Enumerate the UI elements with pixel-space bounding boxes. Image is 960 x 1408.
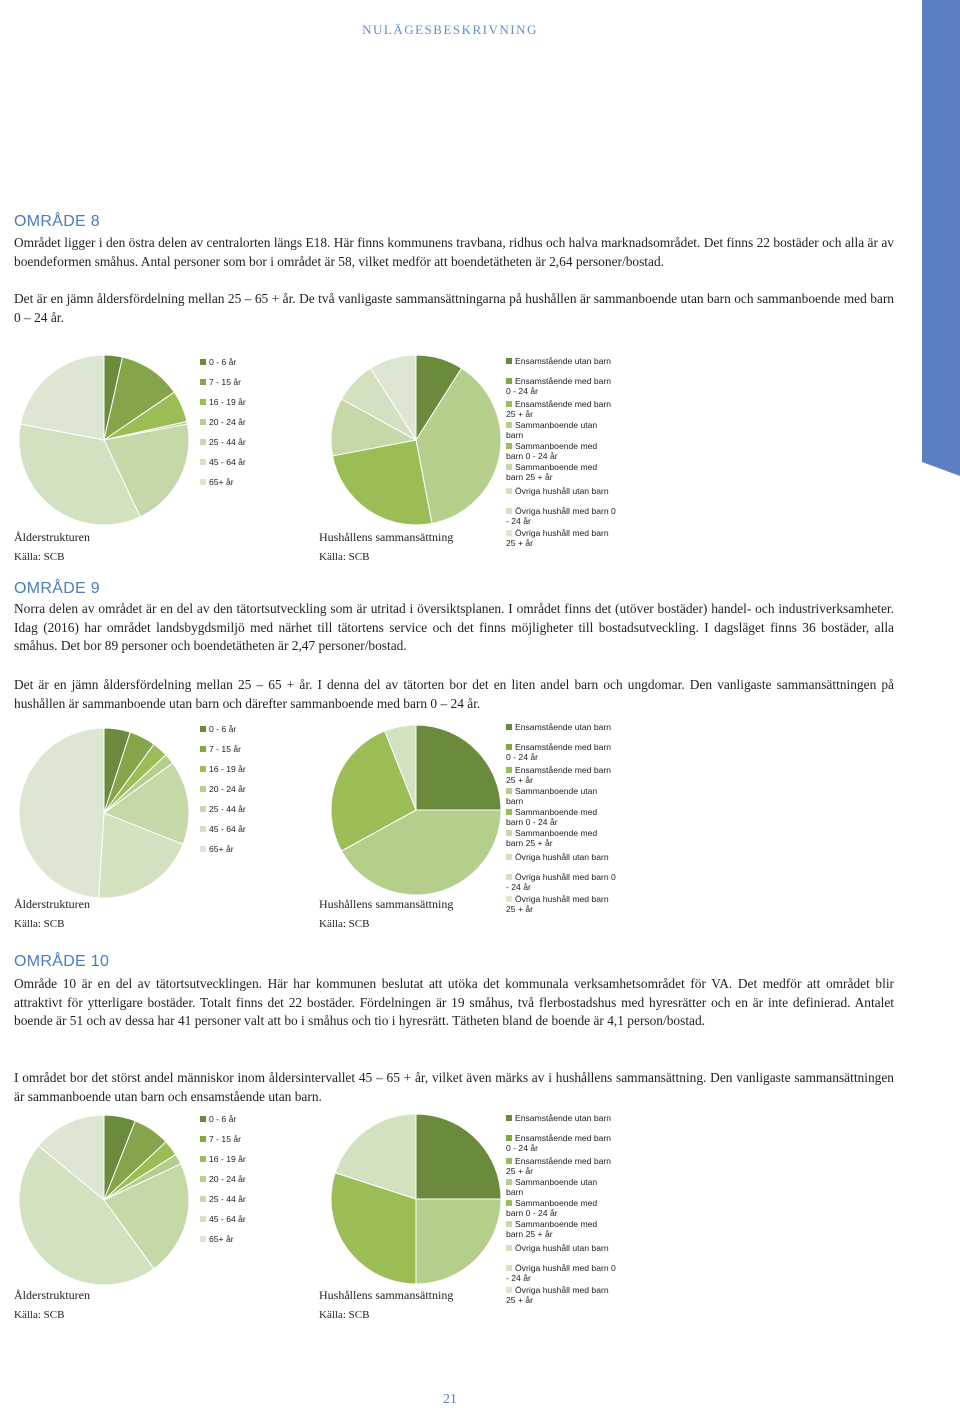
age-pie-chart-10 bbox=[14, 1115, 194, 1285]
household-caption-text: Hushållens sammansättning bbox=[319, 897, 454, 911]
legend-swatch bbox=[506, 744, 512, 750]
legend-label: 45 - 64 år bbox=[209, 1214, 246, 1224]
legend-label: Sammanboende med barn 25 + år bbox=[506, 462, 598, 482]
age-caption-8 bbox=[14, 530, 90, 563]
household-legend-item bbox=[506, 722, 616, 732]
legend-label: 7 - 15 år bbox=[209, 1134, 242, 1144]
section-8-paragraph-2: Det är en jämn åldersfördelning mellan 25 – 65 + år. De två vanligaste sammansättningarna på hushållen är sammanboende utan barn och sammanboende med barn 0 – 24 år. bbox=[14, 291, 894, 325]
age-legend-item bbox=[200, 724, 236, 734]
legend-swatch bbox=[200, 1216, 206, 1222]
legend-label: 65+ år bbox=[209, 844, 234, 854]
age-legend-item bbox=[200, 1194, 246, 1204]
legend-swatch bbox=[506, 854, 512, 860]
legend-label: 45 - 64 år bbox=[209, 824, 246, 834]
household-legend-item bbox=[506, 441, 616, 461]
age-legend-item bbox=[200, 824, 246, 834]
legend-label: Sammanboende med barn 0 - 24 år bbox=[506, 807, 598, 827]
legend-swatch bbox=[506, 1179, 512, 1185]
legend-label: 45 - 64 år bbox=[209, 457, 246, 467]
age-legend-item bbox=[200, 457, 246, 467]
age-caption-10 bbox=[14, 1288, 90, 1321]
age-legend-item bbox=[200, 1154, 246, 1164]
legend-label: Ensamstående med barn 25 + år bbox=[506, 765, 612, 785]
legend-swatch bbox=[506, 1245, 512, 1251]
legend-label: Sammanboende utan barn bbox=[506, 420, 598, 440]
household-legend-item bbox=[506, 828, 616, 848]
legend-label: Sammanboende med barn 0 - 24 år bbox=[506, 1198, 598, 1218]
legend-swatch bbox=[506, 809, 512, 815]
legend-swatch bbox=[506, 508, 512, 514]
legend-swatch bbox=[200, 439, 206, 445]
pie-slice-65-år bbox=[19, 728, 104, 898]
household-legend-item bbox=[506, 765, 616, 785]
legend-swatch bbox=[506, 896, 512, 902]
running-header: NULÄGESBESKRIVNING bbox=[362, 22, 538, 37]
legend-label: Övriga hushåll utan barn bbox=[515, 486, 609, 496]
household-legend-item bbox=[506, 486, 616, 496]
legend-swatch bbox=[200, 1156, 206, 1162]
legend-label: Övriga hushåll med barn 0 - 24 år bbox=[506, 872, 616, 892]
legend-label: Övriga hushåll med barn 0 - 24 år bbox=[506, 506, 616, 526]
source-text: Källa: SCB bbox=[14, 918, 65, 930]
household-legend-item bbox=[506, 1243, 616, 1253]
legend-swatch bbox=[200, 399, 206, 405]
legend-swatch bbox=[200, 766, 206, 772]
age-legend-item bbox=[200, 397, 246, 407]
age-caption-text: Ålderstrukturen bbox=[14, 897, 90, 911]
household-legend-item bbox=[506, 1285, 616, 1305]
legend-swatch bbox=[506, 1200, 512, 1206]
legend-swatch bbox=[200, 1176, 206, 1182]
household-caption-10 bbox=[319, 1288, 453, 1321]
legend-label: 0 - 6 år bbox=[209, 724, 237, 734]
legend-label: 16 - 19 år bbox=[209, 1154, 246, 1164]
legend-label: Ensamstående med barn 0 - 24 år bbox=[506, 742, 612, 762]
household-legend-item bbox=[506, 807, 616, 827]
household-legend-item bbox=[506, 1198, 616, 1218]
legend-label: 7 - 15 år bbox=[209, 377, 242, 387]
household-legend-item bbox=[506, 1156, 616, 1176]
legend-label: 25 - 44 år bbox=[209, 437, 246, 447]
age-caption-text: Ålderstrukturen bbox=[14, 1288, 90, 1302]
legend-swatch bbox=[506, 1221, 512, 1227]
legend-swatch bbox=[506, 724, 512, 730]
legend-swatch bbox=[506, 530, 512, 536]
age-legend-item bbox=[200, 477, 234, 487]
legend-label: 16 - 19 år bbox=[209, 764, 246, 774]
household-legend-item bbox=[506, 1133, 616, 1153]
age-caption-text: Ålderstrukturen bbox=[14, 530, 90, 544]
age-legend-item bbox=[200, 764, 246, 774]
legend-swatch bbox=[506, 464, 512, 470]
legend-swatch bbox=[506, 488, 512, 494]
household-legend-item bbox=[506, 528, 616, 548]
legend-swatch bbox=[506, 1158, 512, 1164]
legend-swatch bbox=[506, 767, 512, 773]
legend-label: 0 - 6 år bbox=[209, 357, 237, 367]
legend-swatch bbox=[506, 1135, 512, 1141]
household-caption-8 bbox=[319, 530, 453, 563]
legend-swatch bbox=[200, 786, 206, 792]
legend-swatch bbox=[200, 479, 206, 485]
age-pie-chart-9 bbox=[14, 728, 194, 898]
section-8-paragraph-1: Området ligger i den östra delen av centralorten längs E18. Här finns kommunens travbana, ridhus och halva marknadsområdet. Det finns 22 bostäder och alla är av boendeformen småhus. Antal personer som bor i området är 58, vilket medför att boendetätheten är 2,64 personer/bostad. bbox=[14, 235, 894, 269]
age-legend-item bbox=[200, 844, 234, 854]
legend-swatch bbox=[200, 1116, 206, 1122]
age-legend-item bbox=[200, 1174, 246, 1184]
legend-swatch bbox=[200, 1236, 206, 1242]
legend-swatch bbox=[200, 359, 206, 365]
pie-slice-ensamstående-utan-barn bbox=[416, 725, 501, 810]
legend-label: 20 - 24 år bbox=[209, 784, 246, 794]
legend-swatch bbox=[200, 726, 206, 732]
section-9-paragraph-1: Norra delen av området är en del av den tätortsutveckling som är utritad i översiktsplanen. I området finns det (utöver bostäder) handel- och industriverksamheter. Idag (2016) har området landsbygdsmiljö med närhet till tätortens service och det finns möjligheter till bostadsutveckling. I dagsläget finns 36 bostäder, alla småhus. Det bor 89 personer och boendetätheten är 2,47 personer/bostad. bbox=[14, 601, 894, 654]
legend-label: 20 - 24 år bbox=[209, 417, 246, 427]
source-text: Källa: SCB bbox=[14, 1309, 65, 1321]
household-caption-text: Hushållens sammansättning bbox=[319, 530, 454, 544]
legend-swatch bbox=[506, 443, 512, 449]
legend-swatch bbox=[506, 788, 512, 794]
household-caption-9 bbox=[319, 897, 453, 930]
household-legend-item bbox=[506, 1177, 616, 1197]
legend-label: 20 - 24 år bbox=[209, 1174, 246, 1184]
legend-swatch bbox=[506, 1115, 512, 1121]
section-10-paragraph-2: I området bor det störst andel människor inom åldersintervallet 45 – 65 + år, vilket även märks av i hushållens sammansättning. Den vanligaste sammansättningen är sammanboende utan barn och ensamstående utan barn. bbox=[14, 1070, 894, 1104]
legend-label: 25 - 44 år bbox=[209, 1194, 246, 1204]
legend-swatch bbox=[200, 826, 206, 832]
legend-swatch bbox=[200, 1136, 206, 1142]
section-title-9: OMRÅDE 9 bbox=[14, 580, 100, 597]
legend-label: 65+ år bbox=[209, 1234, 234, 1244]
section-10-paragraph-1: Område 10 är en del av tätortsutvecklingen. Här har kommunen beslutat att utöka det kommunala verksamhetsområdet för VA. Det medför att området blir attraktivt för ytterligare bostäder. Totalt finns det 22 bostäder. Fördelningen är 19 småhus, två flerbostadshus med hyresrätter och en är inte definierad. Antalet boende är 51 och av dessa har 41 personer valt att bo i småhus och tio i hyresrätt. Tätheten bland de boende är 4,1 person/bostad. bbox=[14, 976, 894, 1029]
legend-label: 25 - 44 år bbox=[209, 804, 246, 814]
household-pie-chart-10 bbox=[326, 1114, 506, 1284]
legend-swatch bbox=[200, 379, 206, 385]
legend-swatch bbox=[200, 419, 206, 425]
legend-label: Sammanboende utan barn bbox=[506, 786, 598, 806]
legend-label: 65+ år bbox=[209, 477, 234, 487]
legend-label: Ensamstående med barn 0 - 24 år bbox=[506, 1133, 612, 1153]
age-legend-item bbox=[200, 357, 236, 367]
legend-label: Ensamstående utan barn bbox=[515, 722, 612, 732]
household-legend-item bbox=[506, 420, 616, 440]
legend-label: Ensamstående med barn 0 - 24 år bbox=[506, 376, 612, 396]
household-legend-item bbox=[506, 742, 616, 762]
legend-label: Sammanboende med barn 25 + år bbox=[506, 828, 598, 848]
age-legend-item bbox=[200, 1234, 234, 1244]
legend-label: Sammanboende med barn 0 - 24 år bbox=[506, 441, 598, 461]
age-legend-item bbox=[200, 1214, 246, 1224]
age-legend-item bbox=[200, 804, 246, 814]
legend-label: Övriga hushåll med barn 25 + år bbox=[506, 1285, 609, 1305]
legend-label: 16 - 19 år bbox=[209, 397, 246, 407]
age-legend-item bbox=[200, 744, 241, 754]
age-legend-item bbox=[200, 377, 241, 387]
age-legend-item bbox=[200, 1114, 236, 1124]
pie-slice-ensamstående-utan-barn bbox=[416, 1114, 501, 1199]
household-legend-item bbox=[506, 356, 616, 366]
legend-swatch bbox=[200, 746, 206, 752]
legend-label: 0 - 6 år bbox=[209, 1114, 237, 1124]
legend-label: Övriga hushåll utan barn bbox=[515, 1243, 609, 1253]
legend-swatch bbox=[200, 459, 206, 465]
household-caption-text: Hushållens sammansättning bbox=[319, 1288, 454, 1302]
age-legend-item bbox=[200, 784, 246, 794]
household-pie-chart-8 bbox=[326, 355, 506, 525]
age-legend-item bbox=[200, 417, 246, 427]
legend-swatch bbox=[506, 830, 512, 836]
household-legend-item bbox=[506, 462, 616, 482]
side-tab bbox=[922, 0, 960, 476]
household-legend-item bbox=[506, 506, 616, 526]
legend-label: Övriga hushåll utan barn bbox=[515, 852, 609, 862]
legend-label: Övriga hushåll med barn 25 + år bbox=[506, 894, 609, 914]
age-pie-chart-8 bbox=[14, 355, 194, 525]
legend-label: Ensamstående med barn 25 + år bbox=[506, 1156, 612, 1176]
age-legend-item bbox=[200, 437, 246, 447]
legend-label: Övriga hushåll med barn 25 + år bbox=[506, 528, 609, 548]
page-number: 21 bbox=[443, 1392, 457, 1407]
legend-swatch bbox=[200, 846, 206, 852]
legend-label: Ensamstående med barn 25 + år bbox=[506, 399, 612, 419]
household-legend-item bbox=[506, 872, 616, 892]
household-legend-item bbox=[506, 376, 616, 396]
source-text: Källa: SCB bbox=[319, 1309, 370, 1321]
household-legend-item bbox=[506, 1219, 616, 1239]
legend-label: Övriga hushåll med barn 0 - 24 år bbox=[506, 1263, 616, 1283]
legend-swatch bbox=[506, 401, 512, 407]
household-pie-chart-9 bbox=[326, 725, 506, 895]
legend-swatch bbox=[506, 874, 512, 880]
legend-label: Ensamstående utan barn bbox=[515, 356, 612, 366]
age-caption-9 bbox=[14, 897, 90, 930]
legend-label: 7 - 15 år bbox=[209, 744, 242, 754]
legend-swatch bbox=[506, 422, 512, 428]
household-legend-item bbox=[506, 1113, 616, 1123]
legend-swatch bbox=[506, 378, 512, 384]
section-title-10: OMRÅDE 10 bbox=[14, 953, 110, 970]
legend-label: Sammanboende med barn 25 + år bbox=[506, 1219, 598, 1239]
household-legend-item bbox=[506, 1263, 616, 1283]
section-9-paragraph-2: Det är en jämn åldersfördelning mellan 25 – 65 + år. I denna del av tätorten bor det en liten andel barn och ungdomar. Den vanligaste sammansättningen på hushållen är sammanboende utan barn och därefter sammanboende med barn 0 – 24 år. bbox=[14, 677, 894, 711]
legend-label: Ensamstående utan barn bbox=[515, 1113, 612, 1123]
source-text: Källa: SCB bbox=[319, 918, 370, 930]
source-text: Källa: SCB bbox=[14, 551, 65, 563]
legend-label: Sammanboende utan barn bbox=[506, 1177, 598, 1197]
source-text: Källa: SCB bbox=[319, 551, 370, 563]
pie-slice-sammanboende-utan-barn bbox=[416, 1199, 501, 1284]
legend-swatch bbox=[200, 806, 206, 812]
household-legend-item bbox=[506, 894, 616, 914]
legend-swatch bbox=[506, 1265, 512, 1271]
household-legend-item bbox=[506, 852, 616, 862]
household-legend-item bbox=[506, 399, 616, 419]
legend-swatch bbox=[506, 358, 512, 364]
section-title-8: OMRÅDE 8 bbox=[14, 213, 100, 230]
age-legend-item bbox=[200, 1134, 241, 1144]
household-legend-item bbox=[506, 786, 616, 806]
legend-swatch bbox=[506, 1287, 512, 1293]
legend-swatch bbox=[200, 1196, 206, 1202]
